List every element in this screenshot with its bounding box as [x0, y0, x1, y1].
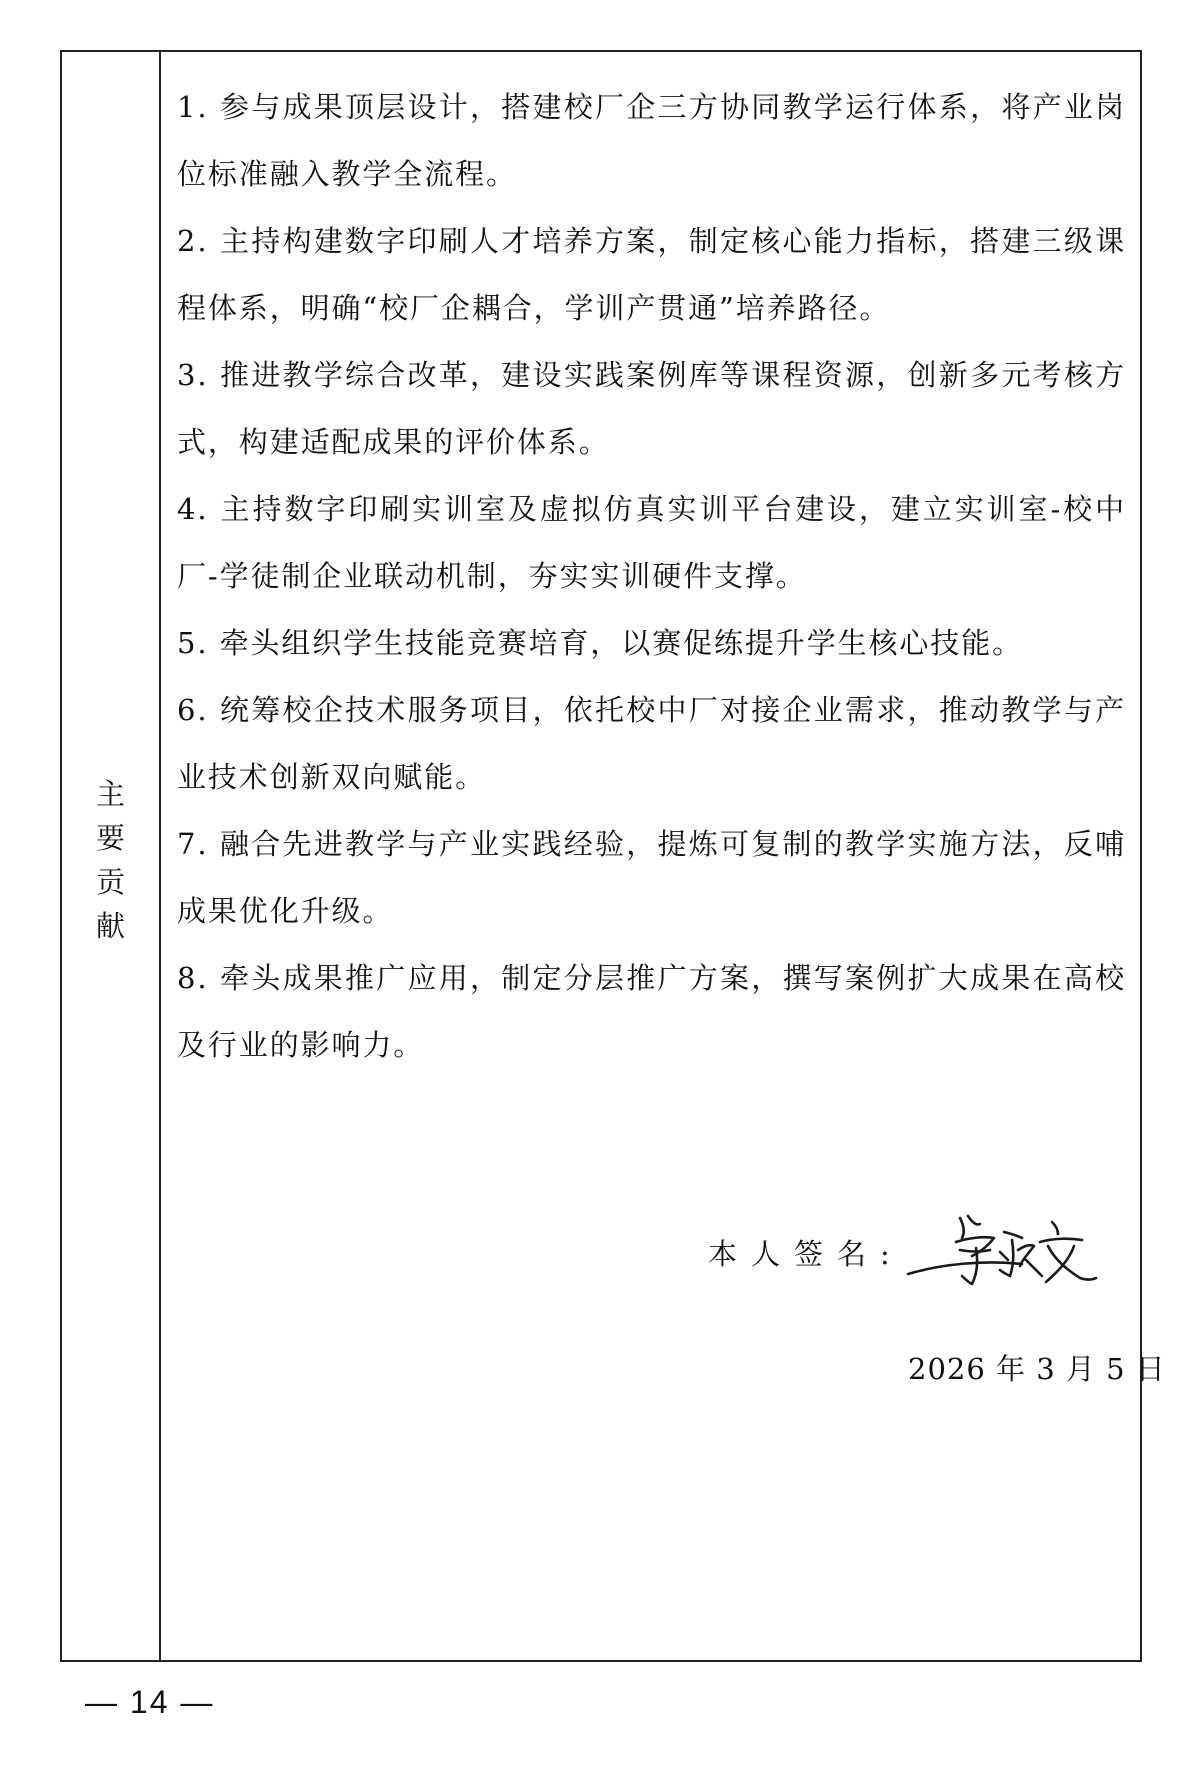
section-label-char: 要: [95, 821, 125, 855]
section-label-char: 献: [95, 909, 125, 943]
section-label: [62, 772, 159, 948]
contribution-item: 1. 参与成果顶层设计，搭建校厂企三方协同教学运行体系，将产业岗位标准融入教学全流程。: [177, 90, 1126, 191]
contribution-item: 2. 主持构建数字印刷人才培养方案，制定核心能力指标，搭建三级课程体系，明确“校厂企耦合，学训产贯通”培养路径。: [177, 224, 1126, 325]
section-label-column: [62, 52, 161, 1660]
signature-row: [708, 1202, 1200, 1292]
signature-label: 本人签名:: [708, 1237, 904, 1271]
contribution-item: 4. 主持数字印刷实训室及虚拟仿真实训平台建设，建立实训室-校中厂-学徒制企业联动机制，夯实实训硬件支撑。: [177, 492, 1126, 593]
contribution-form-table: [60, 50, 1166, 1662]
contributions-content: [161, 52, 1166, 1660]
section-label-char: 贡: [95, 865, 125, 899]
handwritten-signature: [902, 1202, 1102, 1292]
contribution-item: 7. 融合先进教学与产业实践经验，提炼可复制的教学实施方法，反哺成果优化升级。: [177, 827, 1126, 928]
section-label-char: 主: [95, 777, 125, 811]
contribution-item: 5. 牵头组织学生技能竞赛培育，以赛促练提升学生核心技能。: [177, 626, 1023, 660]
sign-date: 2026 年 3 月 5 日: [908, 1352, 1166, 1386]
page-number: — 14 —: [85, 1684, 215, 1720]
contribution-item: 8. 牵头成果推广应用，制定分层推广方案，撰写案例扩大成果在高校及行业的影响力。: [177, 961, 1126, 1062]
contribution-item: 3. 推进教学综合改革，建设实践案例库等课程资源，创新多元考核方式，构建适配成果的评价体系。: [177, 358, 1126, 459]
contributions-list: [177, 74, 1126, 1079]
contribution-item: 6. 统筹校企技术服务项目，依托校中厂对接企业需求，推动教学与产业技术创新双向赋能。: [177, 693, 1126, 794]
